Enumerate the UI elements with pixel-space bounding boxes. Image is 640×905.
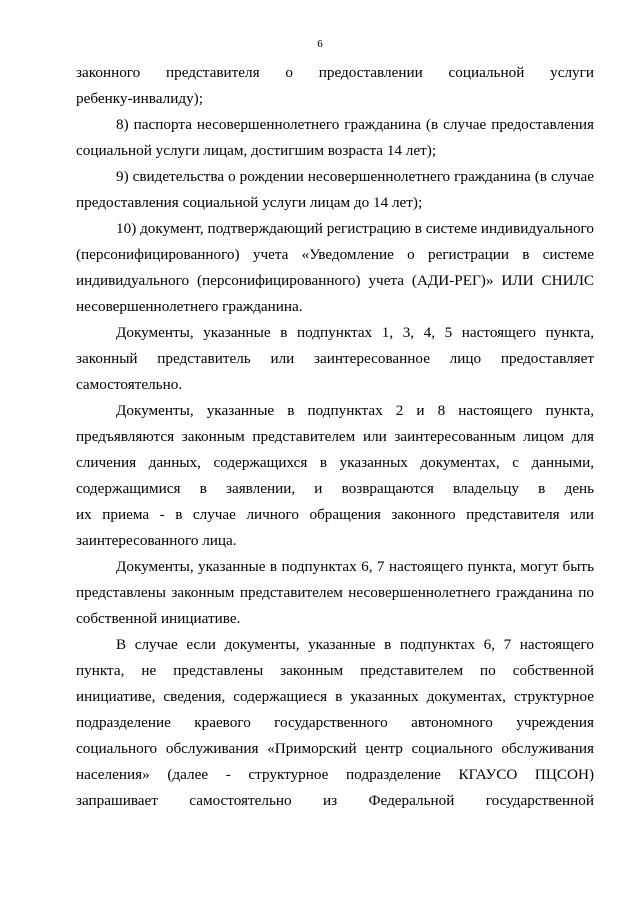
text-line: их приема - в случае личного обращения законного представителя или <box>76 506 594 523</box>
text-line: пункта, не представлены законным представителем по собственной <box>76 662 594 679</box>
paragraph <box>76 320 594 398</box>
text-line: сличения данных, содержащихся в указанных документах, с данными, <box>76 454 594 471</box>
text-line: населения» (далее - структурное подразделение КГАУСО ПЦСОН) <box>76 766 594 783</box>
text-line: содержащимися в заявлении, и возвращаются владельцу в день <box>76 480 594 497</box>
paragraph <box>76 554 594 632</box>
text-line: заинтересованного лица. <box>76 532 237 549</box>
text-line: 10) документ, подтверждающий регистрацию в системе индивидуального <box>116 220 594 237</box>
text-line: социального обслуживания «Приморский центр социального обслуживания <box>76 740 594 757</box>
paragraph <box>76 164 594 216</box>
text-line: подразделение краевого государственного автономного учреждения <box>76 714 594 731</box>
text-line: представлены законным представителем несовершеннолетнего гражданина по <box>76 584 594 601</box>
text-line: Документы, указанные в подпунктах 1, 3, 4, 5 настоящего пункта, <box>116 324 594 341</box>
paragraph <box>76 112 594 164</box>
text-line: предоставления социальной услуги лицам до 14 лет); <box>76 194 423 211</box>
text-line: В случае если документы, указанные в подпунктах 6, 7 настоящего <box>116 636 594 653</box>
page-number: 6 <box>317 38 323 50</box>
text-line: инициативе, сведения, содержащиеся в указанных документах, структурное <box>76 688 594 705</box>
text-line: 9) свидетельства о рождении несовершеннолетнего гражданина (в случае <box>116 168 594 185</box>
text-line: самостоятельно. <box>76 376 183 393</box>
text-line: запрашивает самостоятельно из Федеральной государственной <box>76 792 594 809</box>
paragraph <box>76 632 594 814</box>
text-line: собственной инициативе. <box>76 610 241 627</box>
paragraph <box>76 398 594 554</box>
text-line: Документы, указанные в подпунктах 2 и 8 настоящего пункта, <box>116 402 594 419</box>
paragraph <box>76 216 594 320</box>
document-body <box>76 60 594 814</box>
text-line: законный представитель или заинтересованное лицо предоставляет <box>76 350 594 367</box>
text-line: 8) паспорта несовершеннолетнего гражданина (в случае предоставления <box>116 116 594 133</box>
text-line: ребенку-инвалиду); <box>76 90 203 107</box>
text-line: индивидуального (персонифицированного) учета (АДИ-РЕГ)» ИЛИ СНИЛС <box>76 272 594 289</box>
text-line: несовершеннолетнего гражданина. <box>76 298 303 315</box>
text-line: социальной услуги лицам, достигшим возраста 14 лет); <box>76 142 437 159</box>
text-line: предъявляются законным представителем или заинтересованным лицом для <box>76 428 594 445</box>
text-line: (персонифицированного) учета «Уведомление о регистрации в системе <box>76 246 594 263</box>
paragraph <box>76 60 594 112</box>
text-line: законного представителя о предоставлении социальной услуги <box>76 64 594 81</box>
text-line: Документы, указанные в подпунктах 6, 7 настоящего пункта, могут быть <box>116 558 594 575</box>
